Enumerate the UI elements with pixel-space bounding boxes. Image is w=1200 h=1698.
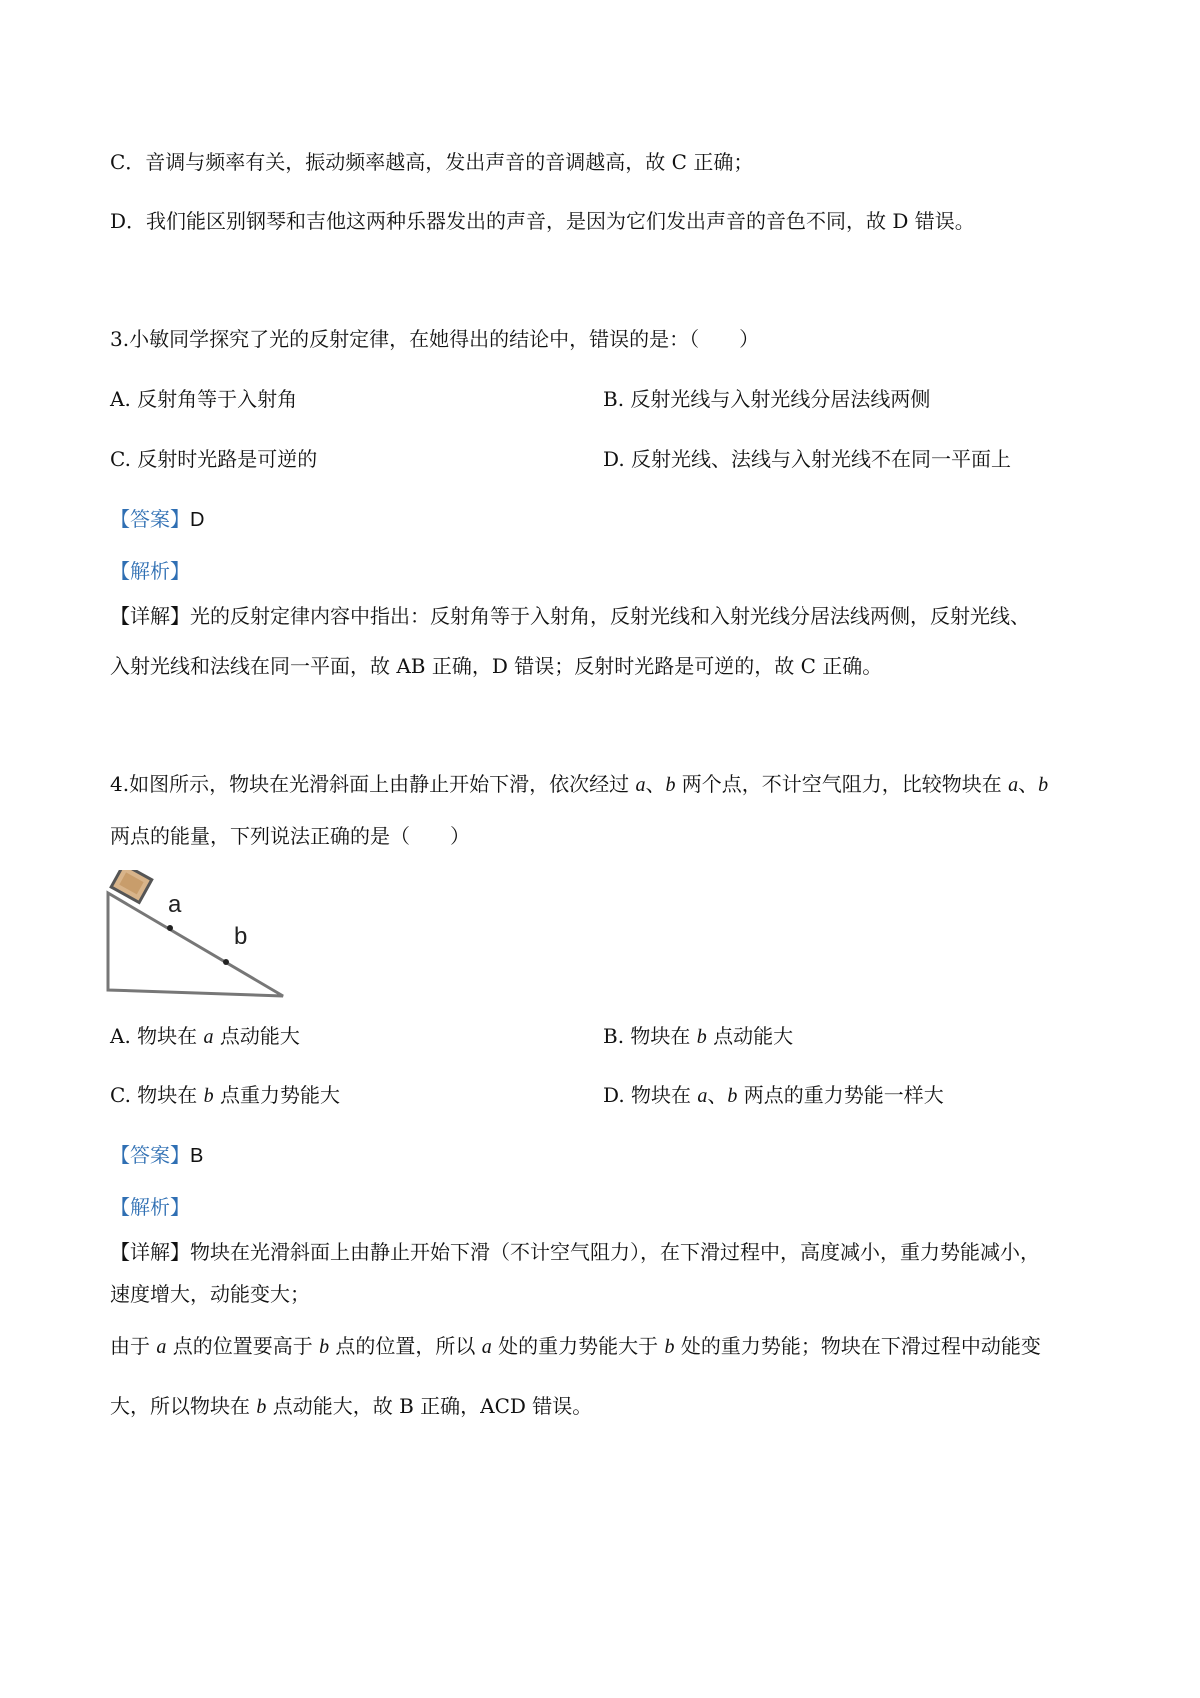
stem-text: 4.如图所示，物块在光滑斜面上由静止开始下滑，依次经过 [110, 772, 636, 796]
incline-figure [100, 870, 300, 1005]
q3-option-c: C. 反射时光路是可逆的 [110, 447, 318, 471]
q3-option-d: D. 反射光线、法线与入射光线不在同一平面上 [603, 447, 1012, 471]
point-a: a [1008, 774, 1019, 796]
answer-value: B [190, 1145, 204, 1167]
q4-analysis-label [110, 1193, 190, 1221]
answer-label: 【答案】 [110, 1143, 190, 1167]
q3-detail-line-1 [110, 602, 1030, 630]
q4-detail-line-4: 大，所以物块在 b 点动能大，故 B 正确，ACD 错误。 [110, 1394, 593, 1418]
detail-label: 【详解】 [110, 1240, 190, 1264]
q4-stem-line-1 [110, 770, 1048, 799]
incline-triangle [108, 893, 283, 996]
q2-option-c-explanation: C．音调与频率有关，振动频率越高，发出声音的音调越高，故 C 正确； [110, 150, 754, 174]
label-b: b [234, 923, 248, 950]
analysis-label: 【解析】 [110, 559, 190, 583]
detail-label: 【详解】 [110, 604, 190, 628]
stem-text: 两个点，不计空气阻力，比较物块在 [675, 772, 1009, 796]
detail-text: 光的反射定律内容中指出：反射角等于入射角，反射光线和入射光线分居法线两侧，反射光线、 [190, 604, 1030, 628]
point-b: b [1038, 774, 1049, 796]
point-a-dot [167, 925, 173, 931]
point-b: b [665, 774, 676, 796]
q3-option-b: B. 反射光线与入射光线分居法线两侧 [603, 387, 931, 411]
detail-text: 物块在光滑斜面上由静止开始下滑（不计空气阻力），在下滑过程中，高度减小，重力势能减小， [190, 1240, 1040, 1264]
q3-option-a: A. 反射角等于入射角 [110, 387, 298, 411]
q3-detail-line-2: 入射光线和法线在同一平面，故 AB 正确，D 错误；反射时光路是可逆的，故 C 正确。 [110, 654, 883, 678]
point-b-dot [223, 959, 229, 965]
q3-stem: 3.小敏同学探究了光的反射定律，在她得出的结论中，错误的是：（ ） [110, 327, 760, 351]
q4-option-a: A. 物块在 a 点动能大 [110, 1024, 300, 1048]
q4-detail-line-3: 由于 a 点的位置要高于 b 点的位置，所以 a 处的重力势能大于 b 处的重力势能；物块在下滑过程中动能变 [110, 1334, 1041, 1358]
sep: 、 [1018, 772, 1039, 796]
q4-stem-line-2: 两点的能量，下列说法正确的是（ ） [110, 824, 470, 848]
q2-option-d-explanation: D．我们能区别钢琴和吉他这两种乐器发出的声音，是因为它们发出声音的音色不同，故 D 错误。 [110, 209, 975, 233]
q4-detail-line-2: 速度增大，动能变大； [110, 1282, 310, 1306]
q4-option-d: D. 物块在 a、b 两点的重力势能一样大 [603, 1083, 944, 1107]
answer-label: 【答案】 [110, 507, 190, 531]
q3-answer [110, 505, 204, 534]
answer-value: D [190, 509, 205, 531]
q4-option-b: B. 物块在 b 点动能大 [603, 1024, 794, 1048]
point-a: a [635, 774, 646, 796]
q4-detail-line-1 [110, 1238, 1040, 1266]
q4-option-c: C. 物块在 b 点重力势能大 [110, 1083, 341, 1107]
q4-answer [110, 1141, 203, 1170]
q3-analysis-label [110, 557, 190, 585]
analysis-label: 【解析】 [110, 1195, 190, 1219]
label-a: a [168, 891, 182, 918]
sep: 、 [645, 772, 666, 796]
